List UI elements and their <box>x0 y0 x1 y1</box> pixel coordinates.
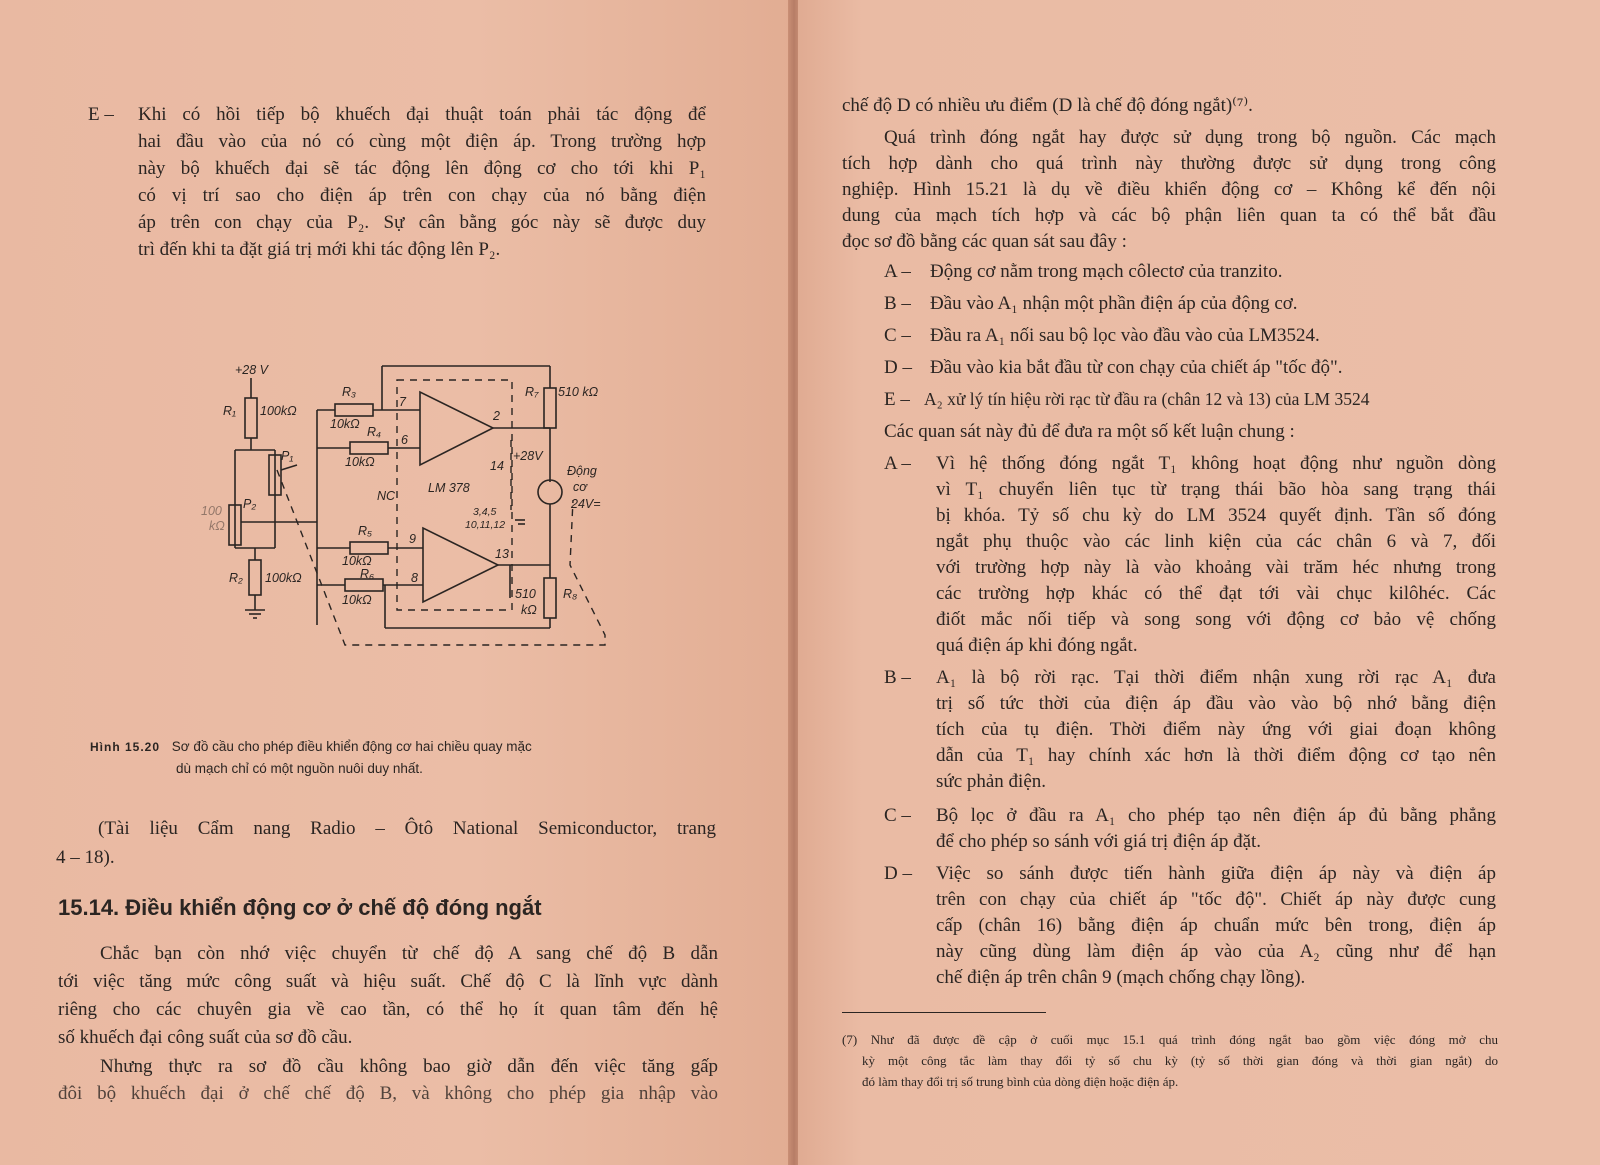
footnote-line: kỳ một công tắc làm thay đổi tỷ số chu kỳ (tỷ số thời gian đóng và thời gian ngắt) do <box>862 1053 1498 1068</box>
label-motor-a: Động <box>567 464 597 478</box>
label-r8-value-a: 510 <box>515 587 536 601</box>
resistor-r5 <box>350 542 388 554</box>
text-line: sức phản điện. <box>936 771 1047 792</box>
right-page <box>798 0 1600 1165</box>
text-line: Vì hệ thống đóng ngắt T₁ không hoạt động như nguồn dòng <box>936 453 1496 474</box>
footnote-line: (7) Như đã được đề cập ở cuối mục 15.1 quá trình đóng ngắt bao gồm việc đóng mở chu <box>842 1032 1498 1047</box>
text-line: áp trên con chạy của P₂. Sự cân bằng góc này sẽ được duy <box>138 212 706 233</box>
label-r7: R₇ <box>525 385 539 399</box>
label-gnd-pins-b: 10,11,12 <box>465 519 506 531</box>
text-line: trị số tức thời của điện áp đầu vào vào bộ nhớ bằng điện <box>936 693 1496 714</box>
label-r2: R₂ <box>229 571 243 585</box>
text-line: điốt mắc nối tiếp và song song với động cơ bảo vệ chống <box>936 609 1496 630</box>
text-line: đôi bộ khuếch đại ở chế chế độ B, và không cho phép gia nhập vào <box>58 1083 718 1104</box>
circuit-diagram <box>185 360 625 650</box>
label-r6-value: 10kΩ <box>342 593 372 607</box>
text-line: này bộ khuếch đại sẽ tác động lên động cơ cho tới khi P₁ <box>138 158 706 179</box>
text-line: các trường hợp khác có thể đạt tới vài chục kilôhéc. Các <box>936 583 1496 604</box>
text-line: riêng cho các chuyên gia về cao tần, có thể họ ít quan tâm đến hệ <box>58 999 718 1020</box>
motor-symbol <box>538 480 562 504</box>
conclusion-intro: Các quan sát này đủ để đưa ra một số kết luận chung : <box>884 421 1295 442</box>
observation-label: D – <box>884 357 912 378</box>
label-ic-supply: +28V <box>513 449 543 463</box>
label-p1: P₁ <box>281 449 294 463</box>
resistor-r4 <box>350 442 388 454</box>
resistor-r2 <box>249 560 261 595</box>
label-r1: R₁ <box>223 404 236 418</box>
label-r8: R₈ <box>563 587 578 601</box>
observation-text: Đầu vào A₁ nhận một phần điện áp của động cơ. <box>930 293 1298 314</box>
text-line: với trường hợp này là vào khoảng vài trăm héc nhưng trong <box>936 557 1496 578</box>
label-r4-value: 10kΩ <box>345 455 375 469</box>
observation-text: Động cơ nằm trong mạch côlectơ của tranzito. <box>930 261 1283 282</box>
text-line: Nhưng thực ra sơ đồ cầu không bao giờ dẫn đến việc tăng gấp <box>100 1056 718 1077</box>
text-line: có vị trí sao cho điện áp trên con chạy của nó bằng điện <box>138 185 706 206</box>
figure-caption <box>90 736 532 758</box>
label-p2: P₂ <box>243 497 257 511</box>
label-pin9: 9 <box>409 532 416 546</box>
label-motor-c: 24V= <box>571 497 601 511</box>
text-line: số khuếch đại công suất của sơ đồ cầu. <box>58 1027 353 1048</box>
observation-label: B – <box>884 293 911 314</box>
observation-label: C – <box>884 325 911 346</box>
label-ic: LM 378 <box>428 481 470 495</box>
label-r1-value: 100kΩ <box>260 404 297 418</box>
text-line: Chắc bạn còn nhớ việc chuyển từ chế độ A sang chế độ B dẫn <box>100 943 718 964</box>
text-line: Việc so sánh được tiến hành giữa điện áp này và điện áp <box>936 863 1496 884</box>
label-gnd-pins-a: 3,4,5 <box>473 506 497 518</box>
label-p2-value-b: kΩ <box>209 519 225 533</box>
text-line: tích hợp dành cho quá trình này thường được sử dụng trong công <box>842 153 1496 174</box>
observation-text: A₂ xử lý tín hiệu rời rạc từ đầu ra (chân 12 và 13) của LM 3524 <box>924 389 1370 409</box>
text-line: Bộ lọc ở đầu ra A₁ cho phép tạo nên điện áp đủ bằng phẳng <box>936 805 1496 826</box>
conclusion-label: B – <box>884 667 911 688</box>
text-line: A₁ là bộ rời rạc. Tại thời điểm nhận xung rời rạc A₁ đưa <box>936 667 1496 688</box>
label-pin13: 13 <box>495 547 509 561</box>
text-line: trì đến khi ta đặt giá trị mới khi tác động lên P₂. <box>138 239 501 260</box>
text-line: tích của tụ điện. Thời điểm này ứng với giai đoạn không <box>936 719 1496 740</box>
resistor-r8 <box>544 578 556 618</box>
text-line: này cũng dùng làm điện áp vào của A₂ cũng như để hạn <box>936 941 1496 962</box>
text-line: dẫn của T₁ hay chính xác hơn là thời điểm động cơ tạo nên <box>936 745 1496 766</box>
label-supply: +28 V <box>235 363 269 377</box>
text-line: Quá trình đóng ngắt hay được sử dụng trong bộ nguồn. Các mạch <box>884 127 1496 148</box>
observation-label: E – <box>884 389 910 410</box>
label-r6: R₆ <box>360 567 375 581</box>
reference-text-line2: 4 – 18). <box>56 847 115 868</box>
text-line: tới việc tăng mức công suất và hiệu suất. Chế độ C là lĩnh vực dành <box>58 971 718 992</box>
text-line: ngắt phụ thuộc vào các linh kiện của các chân 6 và 7, đối <box>936 531 1496 552</box>
label-r5: R₅ <box>358 524 373 538</box>
section-heading: 15.14. Điều khiển động cơ ở chế độ đóng ngắt <box>58 895 542 920</box>
label-pin7: 7 <box>399 395 406 409</box>
label-r3: R₃ <box>342 385 356 399</box>
label-r8-value-b: kΩ <box>521 603 537 617</box>
label-r2-value: 100kΩ <box>265 571 302 585</box>
text-line: đọc sơ đồ bằng các quan sát sau đây : <box>842 231 1127 252</box>
text-line: để cho phép so sánh với giá trị điện áp đặt. <box>936 831 1262 852</box>
caption-text: Sơ đồ cầu cho phép điều khiển động cơ hai chiều quay mặc <box>171 739 532 754</box>
footnote-rule <box>842 1012 1046 1013</box>
text-line: cấp (chân 16) bằng điện áp chuẩn mức bên trong, điện áp <box>936 915 1496 936</box>
label-pin6: 6 <box>401 433 408 447</box>
conclusion-label: D – <box>884 863 912 884</box>
label-r7-value: 510 kΩ <box>558 385 599 399</box>
label-nc: NC <box>377 489 396 503</box>
caption-text-line2: dù mạch chỉ có một nguồn nuôi duy nhất. <box>176 761 423 776</box>
label-pin2: 2 <box>493 409 500 423</box>
label-r3-value: 10kΩ <box>330 417 360 431</box>
text-line: Khi có hồi tiếp bộ khuếch đại thuật toán phải tác động để <box>138 104 706 125</box>
observation-label: A – <box>884 261 911 282</box>
text-line: dung của mạch tích hợp và các bộ phận liên quan ta có thể bắt đầu <box>842 205 1496 226</box>
conclusion-label: A – <box>884 453 911 474</box>
label-r5-value: 10kΩ <box>342 554 372 568</box>
label-pin8: 8 <box>411 571 418 585</box>
resistor-r3 <box>335 404 373 416</box>
resistor-r1 <box>245 398 257 438</box>
text-line: trên con chạy của chiết áp "tốc độ". Chiết áp này được cung <box>936 889 1496 910</box>
text-line: chế điện áp trên chân 9 (mạch chống chạy lồng). <box>936 967 1306 988</box>
resistor-r7 <box>544 388 556 428</box>
text-line: quá điện áp khi đóng ngắt. <box>936 635 1138 656</box>
label-r4: R₄ <box>367 425 382 439</box>
left-page <box>0 0 792 1165</box>
item-e-label: E – <box>88 104 114 125</box>
text-line: chế độ D có nhiều ưu điểm (D là chế độ đóng ngắt)⁽⁷⁾. <box>842 95 1253 116</box>
conclusion-label: C – <box>884 805 911 826</box>
text-line: hai đầu vào của nó có cùng một điện áp. Trong trường hợp <box>138 131 706 152</box>
text-line: bị khóa. Tỷ số chu kỳ do LM 3524 quyết định. Tần số đóng <box>936 505 1496 526</box>
footnote-line: đó làm thay đổi trị số trung bình của dòng điện hoặc điện áp. <box>862 1074 1179 1089</box>
observation-text: Đầu ra A₁ nối sau bộ lọc vào đầu vào của LM3524. <box>930 325 1320 346</box>
label-p2-value-a: 100 <box>201 504 222 518</box>
observation-text: Đầu vào kia bắt đầu từ con chạy của chiết áp "tốc độ". <box>930 357 1343 378</box>
reference-text: (Tài liệu Cẩm nang Radio – Ôtô National Semiconductor, trang <box>98 818 716 839</box>
label-pin14: 14 <box>490 459 504 473</box>
text-line: vì T₁ chuyển liên tục từ trạng thái bão hòa sang trạng thái <box>936 479 1496 500</box>
caption-label: Hình 15.20 <box>90 740 161 754</box>
label-motor-b: cơ <box>573 480 587 494</box>
text-line: nghiệp. Hình 15.21 là dụ về điều khiển động cơ – Không kể đến nội <box>842 179 1496 200</box>
